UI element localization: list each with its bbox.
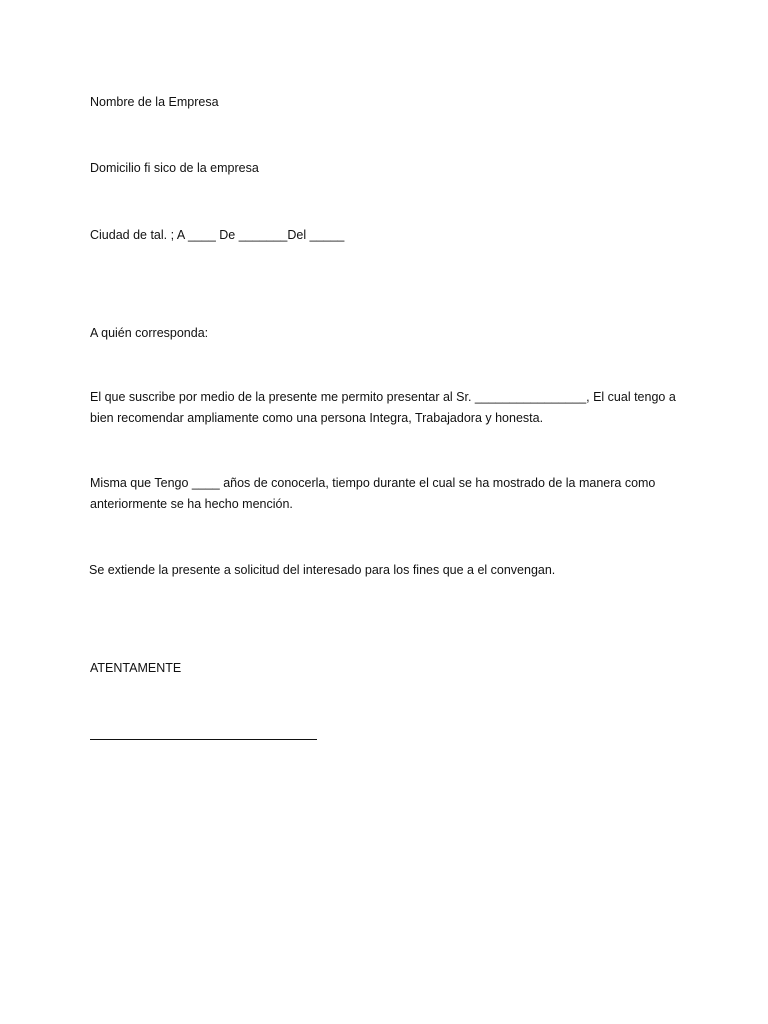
salutation: A quién corresponda: <box>90 326 209 340</box>
recommendation-paragraph <box>90 387 690 429</box>
paragraph-line: El que suscribe por medio de la presente me permito presentar al Sr. ________________, El cual tengo a <box>90 390 676 404</box>
paragraph-line: anteriormente se ha hecho mención. <box>90 497 293 511</box>
closing: ATENTAMENTE <box>90 661 182 675</box>
paragraph-line: Misma que Tengo ____ años de conocerla, tiempo durante el cual se ha mostrado de la manera como <box>90 476 656 490</box>
company-name: Nombre de la Empresa <box>90 95 219 109</box>
signature-line <box>90 739 317 740</box>
acquaintance-paragraph <box>90 473 690 515</box>
paragraph-line: bien recomendar ampliamente como una persona Integra, Trabajadora y honesta. <box>90 411 544 425</box>
company-address: Domicilio fi sico de la empresa <box>90 161 259 175</box>
date-line: Ciudad de tal. ; A ____ De _______Del _____ <box>90 228 345 242</box>
purpose-paragraph: Se extiende la presente a solicitud del interesado para los fines que a el convengan. <box>89 563 556 577</box>
